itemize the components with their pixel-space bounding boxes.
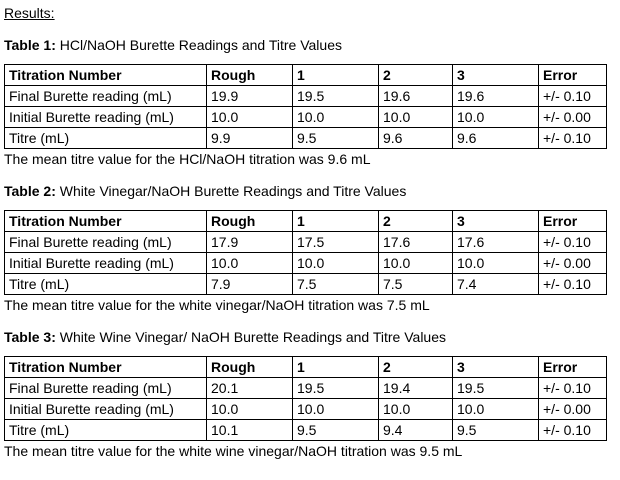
table-cell: 10.0 <box>207 107 293 128</box>
table-row <box>5 128 607 149</box>
table-3 <box>4 356 607 441</box>
table-3-section <box>4 327 616 461</box>
table-cell: 10.0 <box>207 253 293 274</box>
table-row <box>5 378 607 399</box>
row-label: Initial Burette reading (mL) <box>5 399 207 420</box>
row-label: Final Burette reading (mL) <box>5 86 207 107</box>
table-cell: 19.5 <box>453 378 539 399</box>
table-cell: +/- 0.10 <box>539 274 607 295</box>
table-2 <box>4 210 607 295</box>
column-header-1: 1 <box>293 211 379 232</box>
table-2-mean-sentence: The mean titre value for the white vinegar/NaOH titration was 7.5 mL <box>4 297 430 313</box>
table-cell: 10.0 <box>379 107 453 128</box>
table-header-row <box>5 65 607 86</box>
row-label: Titre (mL) <box>5 128 207 149</box>
column-header-1: 1 <box>293 357 379 378</box>
table-3-title: White Wine Vinegar/ NaOH Burette Readings and Titre Values <box>59 329 446 345</box>
table-cell: 10.0 <box>293 107 379 128</box>
table-cell: +/- 0.00 <box>539 399 607 420</box>
column-header-2: 2 <box>379 211 453 232</box>
row-label: Final Burette reading (mL) <box>5 378 207 399</box>
table-row <box>5 420 607 441</box>
column-header-titration-number: Titration Number <box>5 357 207 378</box>
table-2-section <box>4 181 616 315</box>
table-cell: 7.9 <box>207 274 293 295</box>
table-1-mean-sentence: The mean titre value for the HCl/NaOH titration was 9.6 mL <box>4 151 371 167</box>
table-2-title: White Vinegar/NaOH Burette Readings and Titre Values <box>59 183 407 199</box>
table-cell: 9.6 <box>453 128 539 149</box>
row-label: Initial Burette reading (mL) <box>5 253 207 274</box>
table-2-caption <box>4 181 616 201</box>
row-label: Final Burette reading (mL) <box>5 232 207 253</box>
table-cell: +/- 0.00 <box>539 253 607 274</box>
table-cell: 10.0 <box>453 107 539 128</box>
table-1-lead: Table 1: <box>4 37 56 53</box>
table-1-caption <box>4 35 616 55</box>
row-label: Titre (mL) <box>5 274 207 295</box>
table-row <box>5 253 607 274</box>
table-row <box>5 232 607 253</box>
table-cell: 17.9 <box>207 232 293 253</box>
table-1 <box>4 64 607 149</box>
table-cell: 9.4 <box>379 420 453 441</box>
table-3-mean-sentence: The mean titre value for the white wine vinegar/NaOH titration was 9.5 mL <box>4 443 463 459</box>
table-cell: 9.5 <box>293 420 379 441</box>
table-2-lead: Table 2: <box>4 183 56 199</box>
table-cell: 10.0 <box>379 253 453 274</box>
table-cell: 10.1 <box>207 420 293 441</box>
column-header-3: 3 <box>453 65 539 86</box>
column-header-error: Error <box>539 65 607 86</box>
table-cell: 7.4 <box>453 274 539 295</box>
table-header-row <box>5 357 607 378</box>
table-cell: 9.5 <box>293 128 379 149</box>
table-cell: 19.5 <box>293 86 379 107</box>
table-cell: +/- 0.10 <box>539 86 607 107</box>
table-cell: 10.0 <box>293 253 379 274</box>
column-header-error: Error <box>539 211 607 232</box>
table-cell: 19.4 <box>379 378 453 399</box>
table-cell: 19.5 <box>293 378 379 399</box>
table-cell: 17.6 <box>379 232 453 253</box>
table-cell: +/- 0.10 <box>539 128 607 149</box>
table-row <box>5 399 607 420</box>
table-cell: 7.5 <box>379 274 453 295</box>
table-3-lead: Table 3: <box>4 329 56 345</box>
table-cell: 19.6 <box>453 86 539 107</box>
table-header-row <box>5 211 607 232</box>
table-row <box>5 86 607 107</box>
table-cell: 9.6 <box>379 128 453 149</box>
table-row <box>5 274 607 295</box>
table-cell: 9.5 <box>453 420 539 441</box>
column-header-titration-number: Titration Number <box>5 211 207 232</box>
table-row <box>5 107 607 128</box>
table-1-title: HCl/NaOH Burette Readings and Titre Values <box>59 37 342 53</box>
table-cell: 17.6 <box>453 232 539 253</box>
column-header-rough: Rough <box>207 357 293 378</box>
column-header-3: 3 <box>453 211 539 232</box>
results-heading: Results: <box>4 5 55 21</box>
table-3-caption <box>4 327 616 347</box>
column-header-1: 1 <box>293 65 379 86</box>
table-cell: 10.0 <box>293 399 379 420</box>
column-header-titration-number: Titration Number <box>5 65 207 86</box>
table-cell: 19.9 <box>207 86 293 107</box>
column-header-error: Error <box>539 357 607 378</box>
table-cell: 10.0 <box>453 399 539 420</box>
row-label: Titre (mL) <box>5 420 207 441</box>
table-cell: 9.9 <box>207 128 293 149</box>
table-cell: 19.6 <box>379 86 453 107</box>
table-cell: 20.1 <box>207 378 293 399</box>
table-cell: +/- 0.10 <box>539 420 607 441</box>
column-header-2: 2 <box>379 357 453 378</box>
table-cell: 10.0 <box>207 399 293 420</box>
table-cell: +/- 0.00 <box>539 107 607 128</box>
table-cell: 10.0 <box>453 253 539 274</box>
document-page <box>4 3 616 461</box>
row-label: Initial Burette reading (mL) <box>5 107 207 128</box>
table-cell: +/- 0.10 <box>539 378 607 399</box>
column-header-rough: Rough <box>207 65 293 86</box>
column-header-2: 2 <box>379 65 453 86</box>
table-1-section <box>4 35 616 169</box>
table-cell: 17.5 <box>293 232 379 253</box>
column-header-3: 3 <box>453 357 539 378</box>
column-header-rough: Rough <box>207 211 293 232</box>
table-cell: 10.0 <box>379 399 453 420</box>
table-cell: +/- 0.10 <box>539 232 607 253</box>
table-cell: 7.5 <box>293 274 379 295</box>
